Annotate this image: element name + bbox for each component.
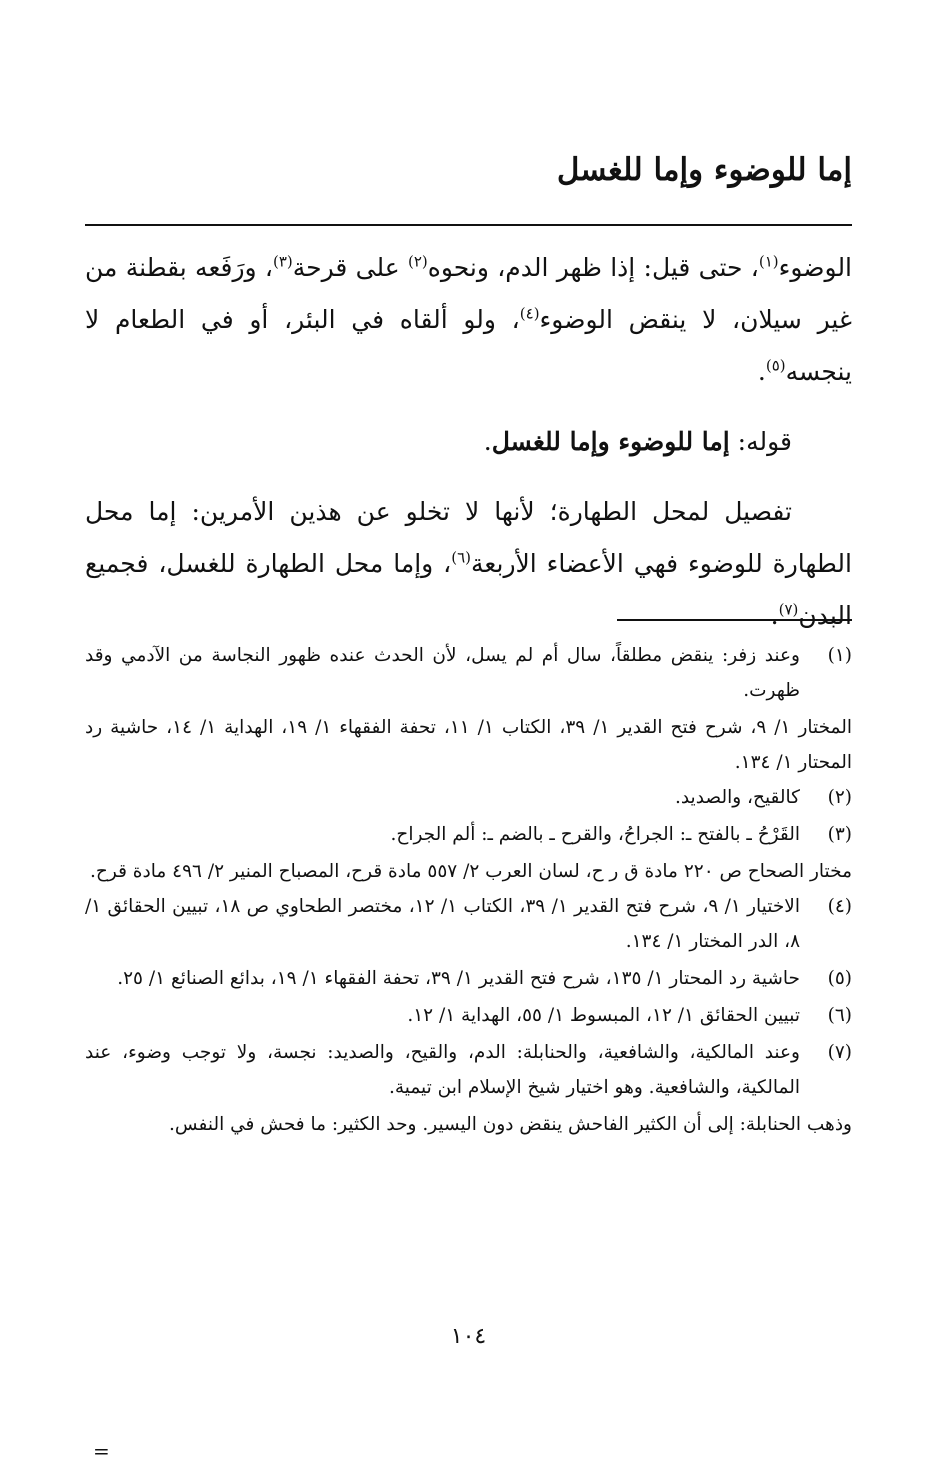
footnote-7 — [85, 1035, 852, 1105]
text-run: الوضوء — [778, 253, 853, 282]
text-run: . — [770, 601, 779, 630]
footnote-text: تبيين الحقائق ١/ ١٢، المبسوط ١/ ٥٥، الهداية ١/ ١٢. — [407, 1005, 800, 1026]
footnote-text: حاشية رد المحتار ١/ ١٣٥، شرح فتح القدير ١/ ٣٩، تحفة الفقهاء ١/ ١٩، بدائع الصنائع ١/ ٢٥. — [117, 968, 800, 989]
footnote-text: وعند المالكية، والشافعية، والحنابلة: الدم، والقيح، والصديد: نجسة، ولا توجب وضوء، عند المالكية، والشافعية. وهو اختيار شيخ الإسلام ابن تيمية. — [85, 1042, 800, 1098]
text-run: ، حتى قيل: إذا ظهر الدم، ونحوه — [427, 253, 759, 282]
running-header-title: إما للوضوء وإما للغسل — [556, 152, 852, 188]
page-number: ١٠٤ — [450, 1324, 487, 1349]
footnote-text: القَرْحُ ـ بالفتح ـ: الجراحُ، والقرح ـ بالضم ـ: ألم الجراح. — [390, 824, 800, 845]
footnote-refs: المختار ١/ ٩، شرح فتح القدير ١/ ٣٩، الكتاب ١/ ١١، تحفة الفقهاء ١/ ١٩، الهداية ١/ ١٤، حاشية رد المحتار ١/ ١٣٤. — [85, 717, 853, 773]
text-run: ، ورَفَعه بقطنة من غير سيلان، لا ينقض الوضوء — [85, 253, 852, 334]
footnote-ref-5[interactable]: (٥) — [765, 356, 786, 375]
paragraph-quote — [85, 416, 852, 468]
book-page — [85, 0, 852, 1478]
footnote-body — [85, 998, 800, 1033]
footnote-number: (٥) — [827, 968, 852, 989]
footnote-body — [85, 961, 800, 996]
text-run: ، ولو ألقاه في البئر، أو في الطعام لا ينجسه — [85, 305, 852, 386]
header-rule — [85, 224, 852, 226]
quoted-matn: إما للوضوء وإما للغسل — [491, 427, 730, 456]
footnote-number: (٦) — [827, 1005, 852, 1026]
footnote-3 — [85, 817, 852, 852]
footnote-separator — [617, 619, 852, 621]
footnote-text: وعند زفر: ينقض مطلقاً، سال أم لم يسل، لأن الحدث عنده ظهور النجاسة من الآدمي وقد ظهرت. — [85, 645, 800, 701]
quote-prefix: قوله: — [729, 427, 792, 456]
paragraph — [85, 242, 852, 398]
text-run: . — [757, 357, 766, 386]
text-run: تفصيل لمحل الطهارة؛ لأنها لا تخلو عن هذين الأمرين: إما محل الطهارة للوضوء فهي الأعضاء الأربعة — [85, 497, 852, 578]
footnote-2 — [85, 780, 852, 815]
footnote-number: (١) — [827, 645, 852, 666]
footnote-body — [85, 638, 800, 708]
footnote-body — [85, 1035, 800, 1105]
footnote-body — [85, 889, 800, 959]
footnote-continuation-mark: = — [93, 1439, 110, 1463]
footnotes — [85, 638, 852, 1142]
footnote-number: (٣) — [827, 824, 852, 845]
footnote-ref-4[interactable]: (٤) — [519, 304, 540, 323]
footnote-5 — [85, 961, 852, 996]
footnote-refs: مختار الصحاح ص ٢٢٠ مادة ق ر ح، لسان العرب ٢/ ٥٥٧ مادة قرح، المصباح المنير ٢/ ٤٩٦ مادة قرح. — [90, 861, 852, 882]
text-run: على قرحة — [292, 253, 408, 282]
footnote-continuation-text: وذهب الحنابلة: إلى أن الكثير الفاحش ينقض دون اليسير. وحد الكثير: ما فحش في النفس. — [169, 1114, 852, 1135]
footnote-ref-7[interactable]: (٧) — [778, 600, 799, 619]
footnote-6 — [85, 998, 852, 1033]
footnote-ref-2[interactable]: (٢) — [407, 252, 428, 271]
footnote-body — [85, 780, 800, 815]
text-run: . — [483, 427, 492, 456]
footnote-1 — [85, 638, 852, 708]
main-text — [85, 242, 852, 642]
footnote-ref-1[interactable]: (١) — [758, 252, 779, 271]
footnote-number: (٤) — [827, 896, 852, 917]
text-run: ، وإما محل الطهارة للغسل، فجميع البدن — [85, 549, 852, 630]
footnote-4 — [85, 889, 852, 959]
footnote-number: (٧) — [827, 1042, 852, 1063]
footnote-ref-3[interactable]: (٣) — [272, 252, 293, 271]
footnote-ref-6[interactable]: (٦) — [451, 548, 472, 567]
footnote-body — [85, 817, 800, 852]
footnote-text: الاختيار ١/ ٩، شرح فتح القدير ١/ ٣٩، الكتاب ١/ ١٢، مختصر الطحاوي ص ١٨، تبيين الحقائق ١/ ٨، الدر المختار ١/ ١٣٤. — [85, 896, 800, 952]
footnote-text: كالقيح، والصديد. — [674, 787, 800, 808]
footnote-number: (٢) — [827, 787, 852, 808]
